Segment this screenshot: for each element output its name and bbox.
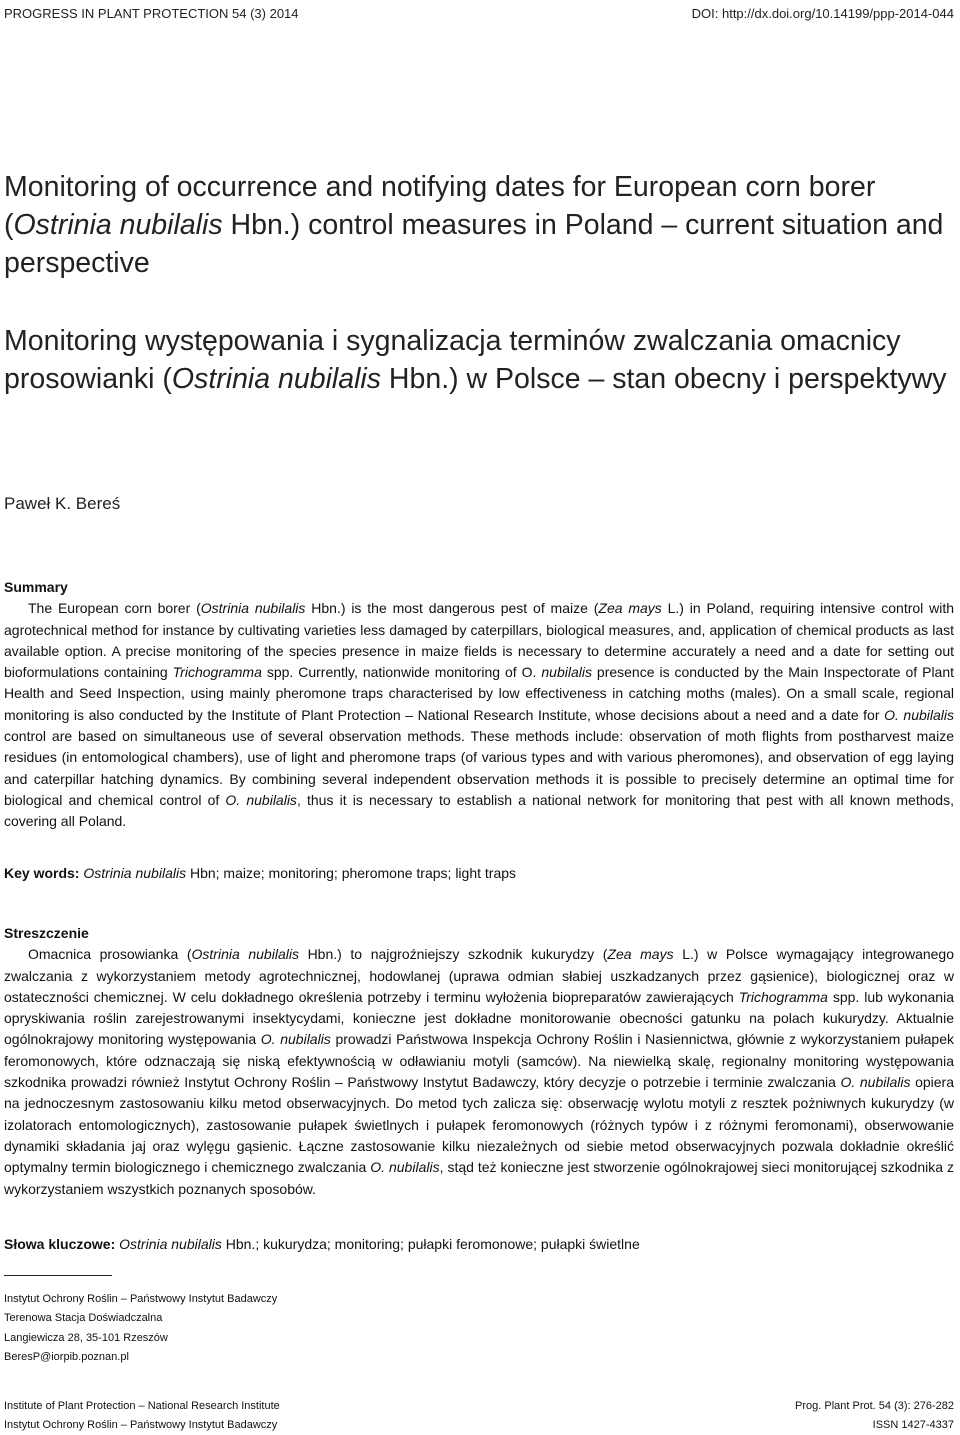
title-english: Monitoring of occurrence and notifying dates for European corn borer (Ostrinia nubilalis Hbn.) control measures in Poland – current situation and perspective	[4, 171, 944, 279]
footer-citation: Prog. Plant Prot. 54 (3): 276-282 ISSN 1427-4337	[795, 1400, 954, 1431]
summary-heading: Summary	[4, 579, 68, 595]
slowa-kluczowe-label: Słowa kluczowe:	[4, 1236, 116, 1252]
streszczenie-section	[4, 923, 954, 1200]
summary-paragraph: The European corn borer (Ostrinia nubilalis Hbn.) is the most dangerous pest of maize (Zea mays L.) in Poland, requiring intensive control with agrotechnical method for instance by cultivating varieties less damaged by caterpillars, biological measures, and, application of chemical products as last available option. A precise monitoring of the species presence in maize fields is necessary to determine accurately a need and a date for setting out bioformulations containing Trichogramma spp. Currently, nationwide monitoring of O. nubilalis presence is conducted by the Main Inspectorate of Plant Health and Seed Inspection, using mainly pheromone traps characterised by low effectiveness in catching moths (males). On a small scale, regional monitoring is also conducted by the Institute of Plant Protection – National Research Institute, whose decisions about a need and a date for O. nubilalis control are based on simultaneous use of several observation methods. These methods include: observation of moth flights from postharvest maize residues (in entomological chambers), use of light and pheromone traps (of various types and with various pheromones), and observation of egg laying and caterpillar hatching dynamics. By combining several independent observation methods it is possible to precisely determine an optimal time for biological and chemical control of O. nubilalis, thus it is necessary to establish a national network for monitoring that pest with all known methods, covering all Poland.	[4, 600, 955, 830]
footnote-divider	[4, 1275, 112, 1276]
author-affiliation-footnote: Instytut Ochrony Roślin – Państwowy Instytut Badawczy Terenowa Stacja Doświadczalna Langiewicza 28, 35-101 Rzeszów BeresP@iorpib.poznan.pl	[4, 1290, 277, 1367]
title-species-italic: Ostrinia nubilalis	[171, 363, 381, 395]
streszczenie-paragraph: Omacnica prosowianka (Ostrinia nubilalis Hbn.) to najgroźniejszy szkodnik kukurydzy (Zea mays L.) w Polsce wymagający integrowanego zwalczania z wykorzystaniem metody agrotechnicznej, hodowlanej (uprawa odmian słabiej uszkadzanych przez gąsienice), biologicznej oraz w ostateczności chemicznej. W celu dokładnego określenia potrzeby i terminu wyłożenia biopreparatów zawierających Trichogramma spp. lub wykonania opryskiwania roślin zarejestrowanymi insektycydami, konieczne jest dokładne monitorowanie obecności gatunku na polach kukurydzy. Aktualnie ogólnokrajowy monitoring występowania O. nubilalis prowadzi Państwowa Inspekcja Ochrony Roślin i Nasiennictwa, głównie z wykorzystaniem pułapek feromonowych, które odznaczają się niską efektywnością w odławianiu motyli (samców). Na niewielką skalę, regionalny monitoring występowania szkodnika prowadzi również Instytut Ochrony Roślin – Państwowy Instytut Badawczy, który decyzje o potrzebie i terminie zwalczania O. nubilalis opiera na jednoczesnym zastosowaniu kilku metod obserwacyjnych. Do metod tych zalicza się: obserwację wylotu motyli z resztek pożniwnych kukurydzy (w izolatorach entomologicznych), zastosowanie pułapek świetlnych i pułapek feromonowych (różnych typów i z różnymi feromonami), obserwowanie dynamiki składania jaj oraz wylęgu gąsienic. Łączne zastosowanie kilku niezależnych od siebie metod obserwacyjnych pozwala dokładnie określić optymalny termin biologicznego i chemicznego zwalczania O. nubilalis, stąd też konieczne jest stworzenie ogólnokrajowej sieci monitorującej szkodnika z wykorzystaniem wszystkich poznanych sposobów.	[4, 946, 955, 1197]
title-polish: Monitoring występowania i sygnalizacja terminów zwalczania omacnicy prosowianki (Ostrinia nubilalis Hbn.) w Polsce – stan obecny i perspektywy	[4, 325, 947, 395]
summary-section	[4, 577, 954, 833]
author-name: Paweł K. Bereś	[4, 494, 121, 513]
title-species-italic: Ostrinia nubilalis	[13, 209, 223, 241]
streszczenie-heading: Streszczenie	[4, 925, 89, 941]
slowa-kluczowe-line: Słowa kluczowe: Ostrinia nubilalis Hbn.; kukurydza; monitoring; pułapki feromonowe; pułapki świetlne	[4, 1236, 640, 1252]
journal-header: PROGRESS IN PLANT PROTECTION 54 (3) 2014	[4, 6, 299, 21]
doi-header: DOI: http://dx.doi.org/10.14199/ppp-2014-044	[691, 6, 954, 21]
keywords-line: Key words: Ostrinia nubilalis Hbn; maize; monitoring; pheromone traps; light traps	[4, 865, 517, 881]
keywords-label: Key words:	[4, 865, 80, 881]
author-email: BeresP@iorpib.poznan.pl	[4, 1350, 129, 1363]
footer-institute: Institute of Plant Protection – National Research Institute Instytut Ochrony Roślin – Państwowy Instytut Badawczy	[4, 1400, 280, 1431]
